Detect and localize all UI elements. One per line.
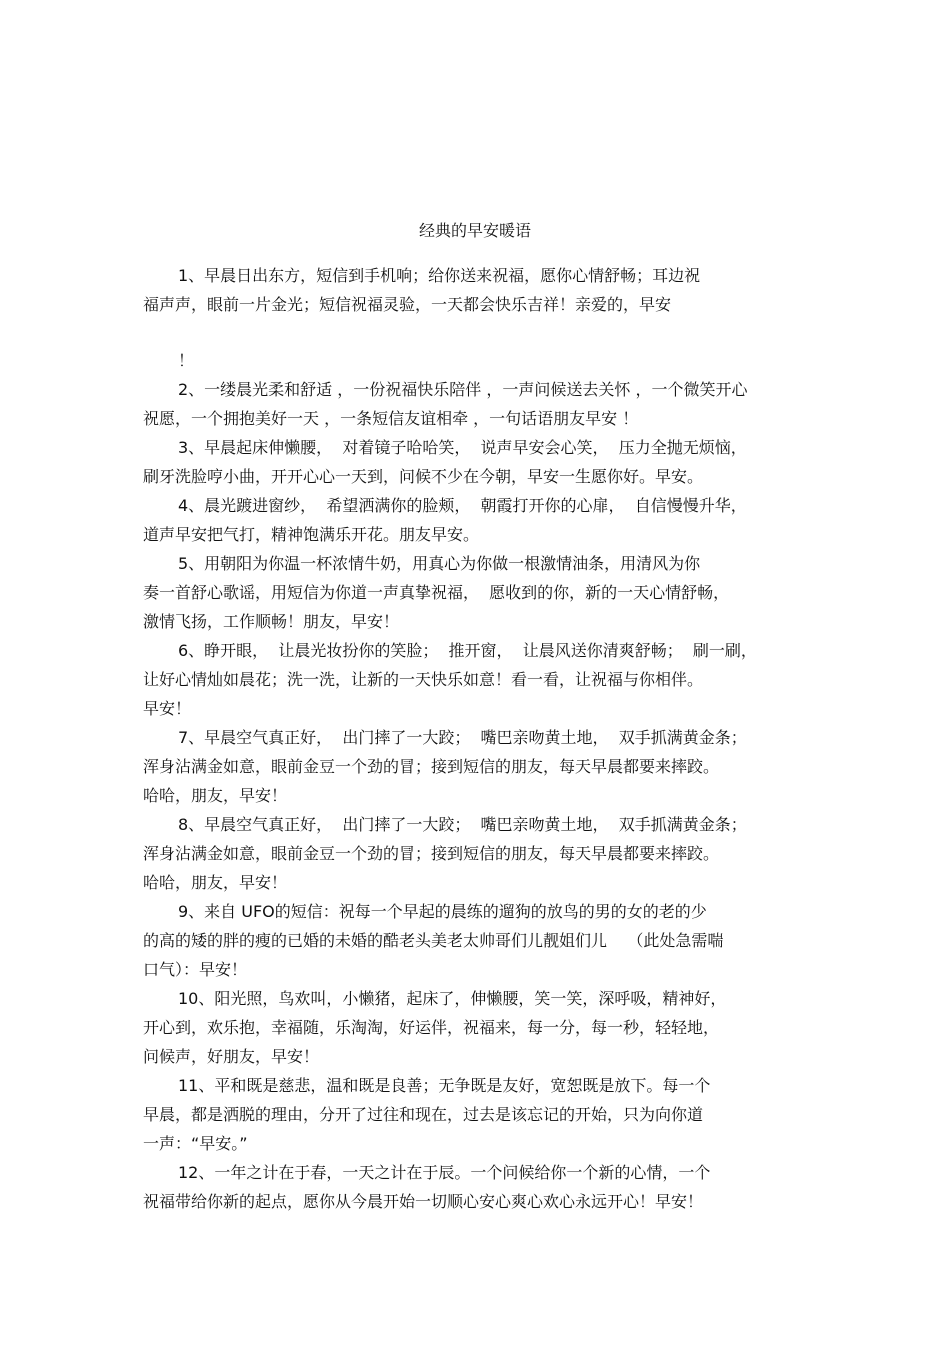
text-line: 激情飞扬，工作顺畅！朋友，早安！ [143, 612, 400, 631]
text-line: 开心到，欢乐抱，幸福随，乐淘淘，好运伴，祝福来，每一分，每一秒，轻轻地， [143, 1018, 720, 1037]
text-line: 浑身沾满金如意，眼前金豆一个劲的冒；接到短信的朋友，每天早晨都要来摔跤。 [143, 844, 720, 863]
text-line: 4、晨光踱进窗纱， 希望洒满你的脸颊， 朝霞打开你的心扉， 自信慢慢升华， [178, 496, 747, 515]
text-line: 哈哈，朋友，早安！ [143, 786, 288, 805]
text-line: 5、用朝阳为你温一杯浓情牛奶，用真心为你做一根激情油条，用清风为你 [178, 554, 701, 573]
text-line: 11、平和既是慈悲，温和既是良善；无争既是友好，宽恕既是放下。每一个 [178, 1076, 711, 1095]
text-line: 祝愿，一个拥抱美好一天 ，一条短信友谊相牵 ，一句话语朋友早安 ！ [143, 409, 639, 428]
text-line: 奏一首舒心歌谣，用短信为你道一声真挚祝福， 愿收到的你，新的一天心情舒畅， [143, 583, 730, 602]
text-line: 3、早晨起床伸懒腰， 对着镜子哈哈笑， 说声早安会心笑， 压力全抛无烦恼， [178, 438, 747, 457]
text-line: 1、早晨日出东方，短信到手机响；给你送来祝福，愿你心情舒畅；耳边祝 [178, 266, 701, 285]
text-line: 6、睁开眼， 让晨光妆扮你的笑脸； 推开窗， 让晨风送你清爽舒畅； 刷一刷， [178, 641, 757, 660]
text-line: ！ [178, 351, 195, 370]
text-line: 祝福带给你新的起点，愿你从今晨开始一切顺心安心爽心欢心永远开心！早安！ [143, 1192, 704, 1211]
text-line: 口气）：早安！ [143, 960, 248, 979]
text-line: 8、早晨空气真正好， 出门摔了一大跤； 嘴巴亲吻黄土地， 双手抓满黄金条； [178, 815, 747, 834]
text-line: 一声：“早安。” [143, 1134, 248, 1153]
text-line: 浑身沾满金如意，眼前金豆一个劲的冒；接到短信的朋友，每天早晨都要来摔跤。 [143, 757, 720, 776]
text-line: 10、阳光照，鸟欢叫，小懒猪，起床了，伸懒腰，笑一笑，深呼吸，精神好， [178, 989, 727, 1008]
text-line: 哈哈，朋友，早安！ [143, 873, 288, 892]
text-line: 早晨，都是洒脱的理由，分开了过往和现在，过去是该忘记的开始，只为向你道 [143, 1105, 704, 1124]
text-line: 让好心情灿如晨花；洗一洗，让新的一天快乐如意！看一看，让祝福与你相伴。 [143, 670, 704, 689]
text-line: 的高的矮的胖的瘦的已婚的未婚的酷老头美老太帅哥们儿靓姐们儿 （此处急需喘 [143, 931, 724, 950]
text-line: 福声声，眼前一片金光；短信祝福灵验，一天都会快乐吉祥！亲爱的，早安 [143, 295, 672, 314]
text-line: 7、早晨空气真正好， 出门摔了一大跤； 嘴巴亲吻黄土地， 双手抓满黄金条； [178, 728, 747, 747]
text-line: 早安！ [143, 699, 192, 718]
text-line: 刷牙洗脸哼小曲，开开心心一天到，问候不少在今朝，早安一生愿你好。早安。 [143, 467, 704, 486]
text-line: 道声早安把气打，精神饱满乐开花。朋友早安。 [143, 525, 480, 544]
document-title: 经典的早安暖语 [418, 221, 531, 240]
text-line: 9、来自 UFO的短信：祝每一个早起的晨练的遛狗的放鸟的男的女的老的少 [178, 902, 707, 921]
text-line: 2、一缕晨光柔和舒适 ，一份祝福快乐陪伴 ，一声问候送去关怀 ，一个微笑开心 [178, 380, 748, 399]
text-line: 12、一年之计在于春，一天之计在于辰。一个问候给你一个新的心情，一个 [178, 1163, 711, 1182]
text-line: 问候声，好朋友，早安！ [143, 1047, 320, 1066]
